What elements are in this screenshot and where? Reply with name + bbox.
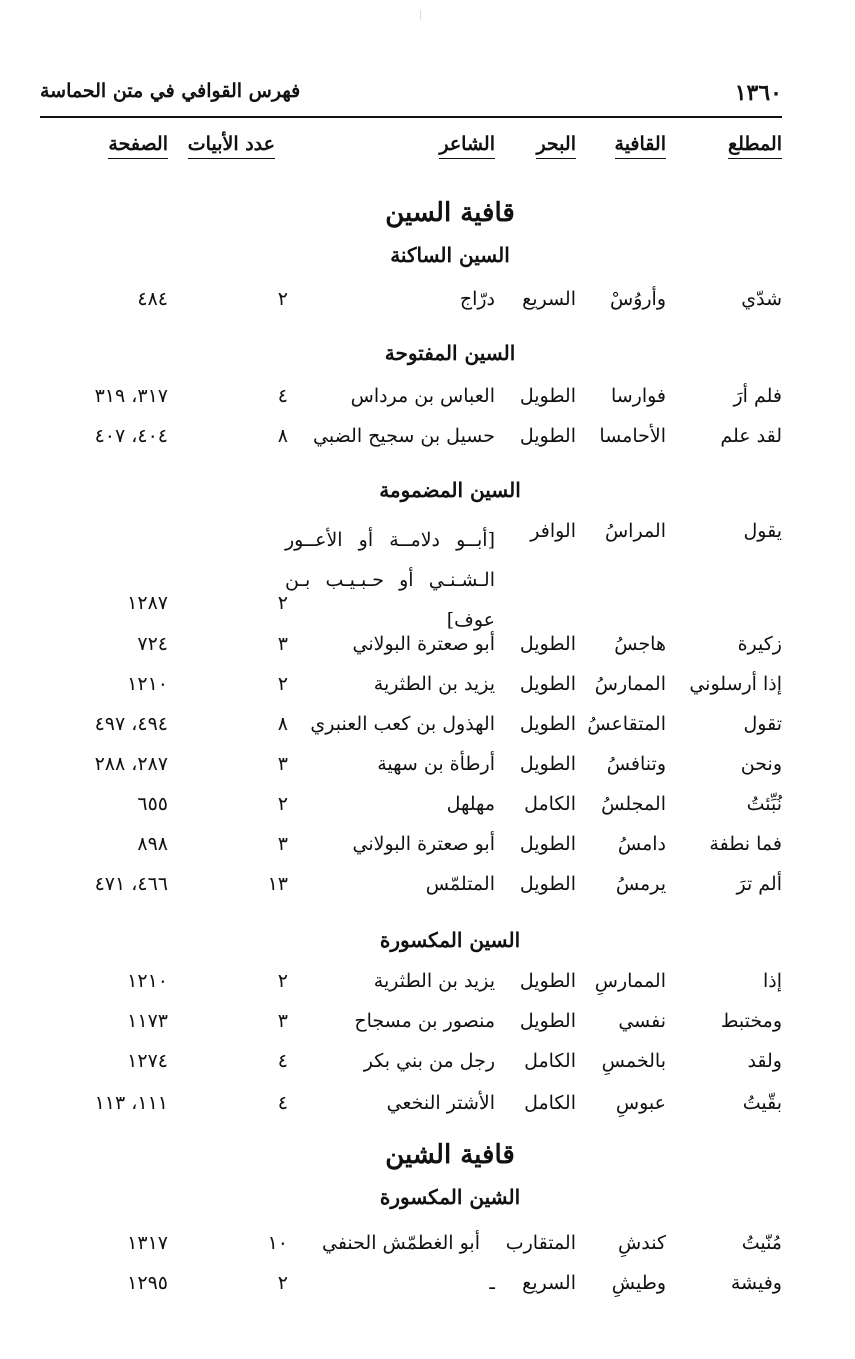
rhyme: الممارسُ xyxy=(594,673,666,695)
first-words: ومختبط xyxy=(720,1010,782,1032)
rhyme: المجلسُ xyxy=(601,793,666,815)
subsection-sin-maksura: السين المكسورة xyxy=(379,928,521,952)
column-header-poet: الشاعر xyxy=(439,133,495,159)
meter: الكامل xyxy=(524,1050,576,1072)
page-number: ١٣٦٠ xyxy=(734,80,782,106)
page-refs: ١٢٨٧ xyxy=(127,592,168,614)
verse-count: ٢ xyxy=(277,970,288,992)
verse-count: ٨ xyxy=(277,425,288,447)
meter: الوافر xyxy=(530,520,576,542)
table-row xyxy=(0,1272,855,1312)
subsection-shin-maksura: الشين المكسورة xyxy=(379,1185,521,1209)
table-row xyxy=(0,385,855,425)
first-words: شدّي xyxy=(741,288,782,310)
rhyme: المتقاعسُ xyxy=(587,713,666,735)
rhyme: فوارسا xyxy=(610,385,666,407)
page-refs: ١١١، ١١٣ xyxy=(94,1092,168,1114)
first-words: لقد علم xyxy=(720,425,782,447)
poet: ـ xyxy=(489,1272,495,1294)
section-title-shin: قافية الشين xyxy=(385,1140,515,1170)
rhyme: دامسُ xyxy=(617,833,666,855)
first-words: إذا xyxy=(762,970,782,992)
verse-count: ٤ xyxy=(277,1092,288,1114)
rhyme: كندشِ xyxy=(618,1232,666,1254)
subsection-sin-sakina: السين الساكنة xyxy=(390,243,510,267)
table-row xyxy=(0,1050,855,1090)
table-row xyxy=(0,520,855,640)
poet: مهلهل xyxy=(446,793,495,815)
verse-count: ٣ xyxy=(277,753,288,775)
first-words: تقول xyxy=(743,713,782,735)
poet-line: الـشـنـي أو حـبـيـب بـن xyxy=(285,569,495,591)
meter: السريع xyxy=(522,1272,576,1294)
meter: السريع xyxy=(522,288,576,310)
first-words: زكيرة xyxy=(737,633,782,655)
table-row xyxy=(0,713,855,753)
meter: الطويل xyxy=(519,1010,576,1032)
section-title-sin: قافية السين xyxy=(385,198,515,228)
poet: يزيد بن الطثرية xyxy=(373,673,495,695)
page-refs: ٣١٧، ٣١٩ xyxy=(94,385,168,407)
first-words: يقول xyxy=(743,520,782,542)
rhyme: المراسُ xyxy=(604,520,666,542)
table-row xyxy=(0,793,855,833)
page-refs: ٧٢٤ xyxy=(137,633,168,655)
rhyme: بالخمسِ xyxy=(601,1050,666,1072)
poet: درّاج xyxy=(459,288,495,310)
poet-line: عوف] xyxy=(446,609,495,631)
poet: منصور بن مسجاح xyxy=(354,1010,495,1032)
meter: الطويل xyxy=(519,753,576,775)
first-words: بقّيتُ xyxy=(742,1092,782,1114)
rhyme: نفسي xyxy=(618,1010,666,1032)
table-row xyxy=(0,833,855,873)
first-words: فما نطفة xyxy=(709,833,782,855)
meter: الطويل xyxy=(519,970,576,992)
verse-count: ٨ xyxy=(277,713,288,735)
poet: الأشتر النخعي xyxy=(386,1092,495,1114)
column-header-rhyme: القافية xyxy=(615,133,666,159)
poet: أبو صعترة البولاني xyxy=(352,833,495,855)
table-row xyxy=(0,1092,855,1132)
page-refs: ٤٦٦، ٤٧١ xyxy=(94,873,168,895)
verse-count: ٢ xyxy=(277,673,288,695)
running-title: فهرس القوافي في متن الحماسة xyxy=(40,80,301,102)
verse-count: ١٣ xyxy=(267,873,288,895)
rhyme: وأروُسْ xyxy=(610,288,666,310)
subsection-sin-maftuha: السين المفتوحة xyxy=(384,341,516,365)
page-refs: ٨٩٨ xyxy=(137,833,168,855)
poet xyxy=(285,520,495,640)
verse-count: ٤ xyxy=(277,1050,288,1072)
poet-line: [أبــو دلامــة أو الأعــور xyxy=(285,529,495,551)
verse-count: ٣ xyxy=(277,633,288,655)
page-refs: ٦٥٥ xyxy=(137,793,168,815)
first-words: إذا أرسلوني xyxy=(689,673,782,695)
table-row xyxy=(0,673,855,713)
page-refs: ١٢١٠ xyxy=(127,970,168,992)
running-header xyxy=(40,80,782,110)
verse-count: ٣ xyxy=(277,1010,288,1032)
poet: الهذول بن كعب العنبري xyxy=(310,713,495,735)
poet: أبو صعترة البولاني xyxy=(352,633,495,655)
verse-count: ٢ xyxy=(277,793,288,815)
meter: الكامل xyxy=(524,793,576,815)
meter: الطويل xyxy=(519,633,576,655)
page-refs: ١١٧٣ xyxy=(127,1010,168,1032)
page-refs: ٤٩٤، ٤٩٧ xyxy=(94,713,168,735)
page-refs: ٢٨٧، ٢٨٨ xyxy=(94,753,168,775)
verse-count: ٢ xyxy=(277,288,288,310)
rhyme: يرمسُ xyxy=(615,873,666,895)
poet: المتلمّس xyxy=(425,873,495,895)
page-refs: ١٣١٧ xyxy=(127,1232,168,1254)
column-header-count: عدد الأبيات xyxy=(188,133,275,159)
page-refs: ١٢٧٤ xyxy=(127,1050,168,1072)
header-rule xyxy=(40,116,782,118)
poet: يزيد بن الطثرية xyxy=(373,970,495,992)
verse-count: ٢ xyxy=(277,592,288,614)
subsection-sin-madmuma: السين المضمومة xyxy=(379,478,521,502)
page-refs: ٤٨٤ xyxy=(137,288,168,310)
column-header-first-words: المطلع xyxy=(728,133,782,159)
meter: المتقارب xyxy=(505,1232,576,1254)
page-refs: ١٢٩٥ xyxy=(127,1272,168,1294)
meter: الطويل xyxy=(519,385,576,407)
rhyme: وطيشِ xyxy=(611,1272,666,1294)
rhyme: هاجسُ xyxy=(614,633,666,655)
poet: حسيل بن سجيح الضبي xyxy=(313,425,495,447)
first-words: ألم ترَ xyxy=(736,873,782,895)
rhyme: وتنافسُ xyxy=(606,753,666,775)
first-words: وفيشة xyxy=(730,1272,782,1294)
first-words: نُبِّئتُ xyxy=(746,793,782,815)
table-row xyxy=(0,873,855,913)
poet: العباس بن مرداس xyxy=(350,385,495,407)
page-refs: ٤٠٤، ٤٠٧ xyxy=(94,425,168,447)
table-row xyxy=(0,1010,855,1050)
first-words: ولقد xyxy=(747,1050,782,1072)
column-header-meter: البحر xyxy=(536,133,576,159)
page-refs: ١٢١٠ xyxy=(127,673,168,695)
table-row xyxy=(0,1232,855,1272)
first-words: مُنّيتُ xyxy=(741,1232,782,1254)
poet: أرطأة بن سهية xyxy=(377,753,495,775)
table-row xyxy=(0,425,855,465)
meter: الطويل xyxy=(519,425,576,447)
scan-mark xyxy=(420,10,421,20)
first-words: ونحن xyxy=(740,753,782,775)
verse-count: ١٠ xyxy=(267,1232,288,1254)
first-words: فلم أرَ xyxy=(733,385,782,407)
meter: الطويل xyxy=(519,873,576,895)
verse-count: ٤ xyxy=(277,385,288,407)
meter: الطويل xyxy=(519,713,576,735)
rhyme: عبوسِ xyxy=(615,1092,666,1114)
verse-count: ٣ xyxy=(277,833,288,855)
meter: الطويل xyxy=(519,833,576,855)
poet: أبو الغطمّش الحنفي xyxy=(321,1232,480,1254)
table-row xyxy=(0,633,855,673)
table-row xyxy=(0,970,855,1010)
poet: رجل من بني بكر xyxy=(363,1050,495,1072)
table-row xyxy=(0,288,855,328)
verse-count: ٢ xyxy=(277,1272,288,1294)
rhyme: الأحامسا xyxy=(599,425,666,447)
meter: الطويل xyxy=(519,673,576,695)
table-row xyxy=(0,753,855,793)
column-header-pages: الصفحة xyxy=(108,133,168,159)
rhyme: الممارسِ xyxy=(594,970,666,992)
meter: الكامل xyxy=(524,1092,576,1114)
